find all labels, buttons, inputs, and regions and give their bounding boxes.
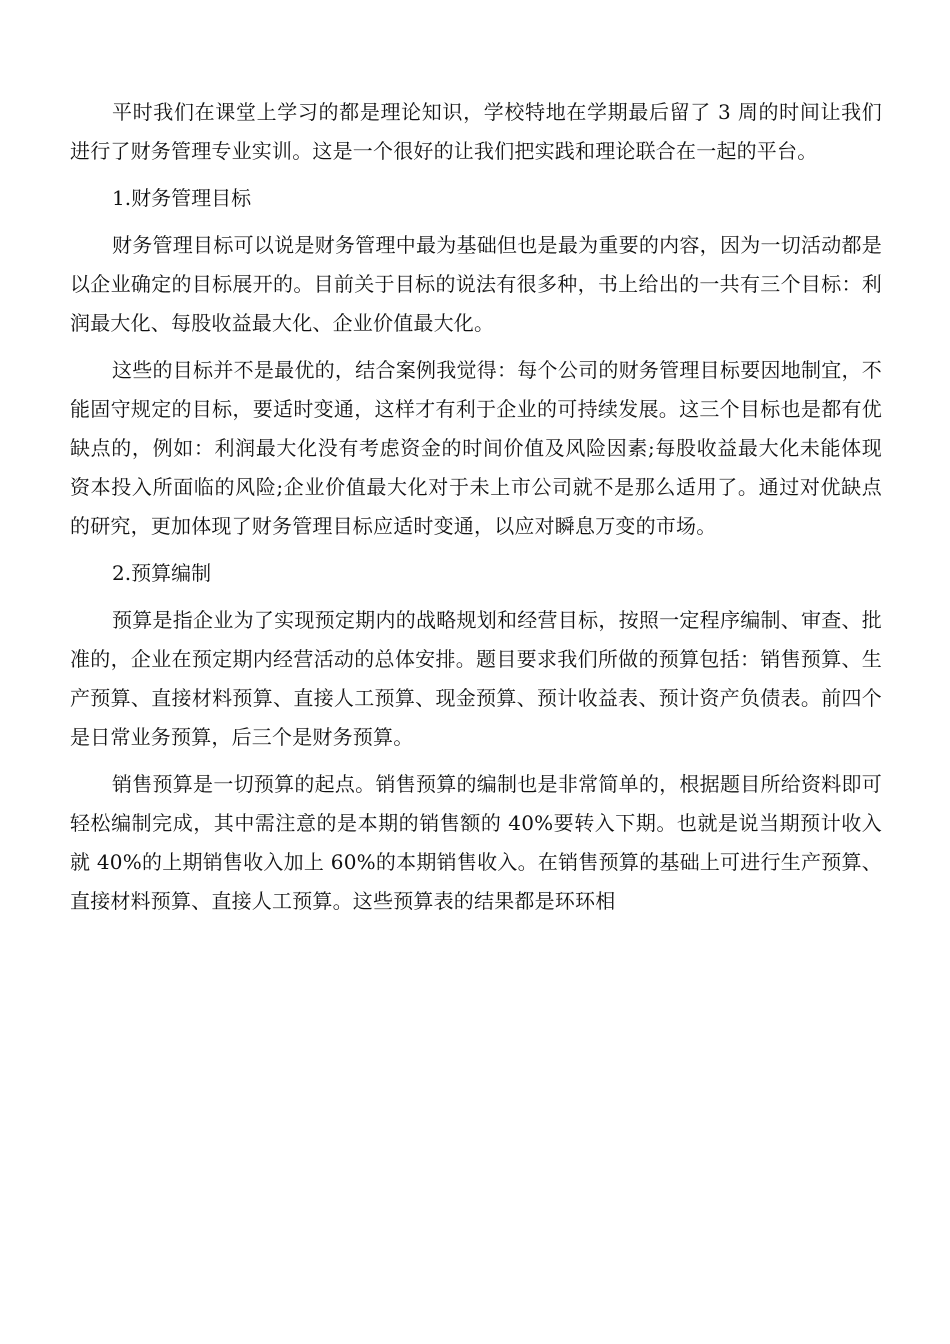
document-body (70, 93, 882, 929)
paragraph-budget-definition: 预算是指企业为了实现预定期内的战略规划和经营目标，按照一定程序编制、审查、批准的，企业在预定期内经营活动的总体安排。题目要求我们所做的预算包括：销售预算、生产预算、直接材料预算、直接人工预算、现金预算、预计收益表、预计资产负债表。前四个是日常业务预算，后三个是财务预算。 (70, 608, 882, 749)
paragraph-intro: 平时我们在课堂上学习的都是理论知识，学校特地在学期最后留了 3 周的时间让我们进行了财务管理专业实训。这是一个很好的让我们把实践和理论联合在一起的平台。 (70, 100, 882, 163)
section-heading-budgeting: 2.预算编制 (112, 561, 212, 585)
section-heading-financial-goal: 1.财务管理目标 (112, 186, 252, 210)
paragraph-sales-budget: 销售预算是一切预算的起点。销售预算的编制也是非常简单的，根据题目所给资料即可轻松编制完成，其中需注意的是本期的销售额的 40%要转入下期。也就是说当期预计收入就 40%的上期销售收入加上 60%的本期销售收入。在销售预算的基础上可进行生产预算、直接材料预算、直接人工预算。这些预算表的结果都是环环相 (70, 772, 882, 913)
paragraph-goal-definition: 财务管理目标可以说是财务管理中最为基础但也是最为重要的内容，因为一切活动都是以企业确定的目标展开的。目前关于目标的说法有很多种，书上给出的一共有三个目标：利润最大化、每股收益最大化、企业价值最大化。 (70, 233, 882, 335)
paragraph-goal-analysis: 这些的目标并不是最优的，结合案例我觉得：每个公司的财务管理目标要因地制宜，不能固守规定的目标，要适时变通，这样才有利于企业的可持续发展。这三个目标也是都有优缺点的，例如：利润最大化没有考虑资金的时间价值及风险因素;每股收益最大化未能体现资本投入所面临的风险;企业价值最大化对于未上市公司就不是那么适用了。通过对优缺点的研究，更加体现了财务管理目标应适时变通，以应对瞬息万变的市场。 (70, 358, 882, 538)
